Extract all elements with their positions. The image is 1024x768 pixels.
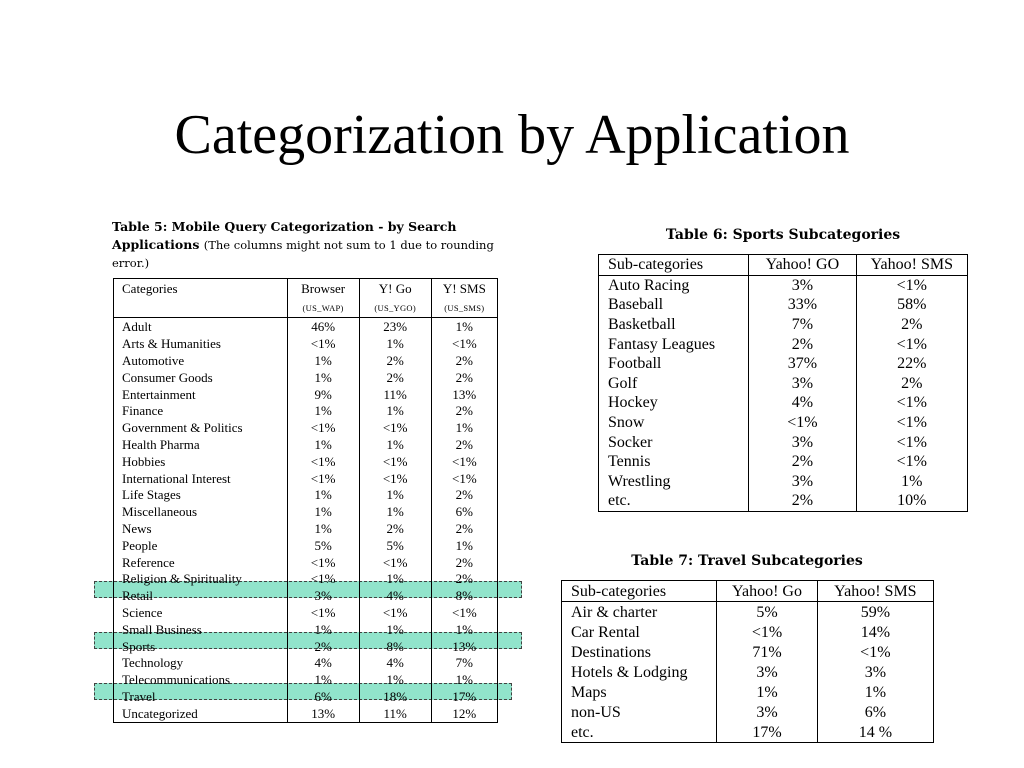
table6-cell: 10%: [897, 492, 927, 510]
table5-row: [114, 672, 498, 689]
table5-cell: Automotive: [114, 353, 288, 370]
table5-row: [114, 318, 498, 336]
table6-cell: 3%: [749, 275, 856, 295]
table5-cell: 11%: [359, 705, 431, 722]
table5-cell: <1%: [287, 470, 359, 487]
table5-cell: <1%: [287, 336, 359, 353]
table5-cell: <1%: [452, 470, 477, 486]
table5-cell: 6%: [287, 689, 359, 706]
table5-cell: News: [114, 521, 288, 538]
table5-cell: Travel: [114, 689, 288, 706]
table5-row: [114, 336, 498, 353]
table5-row: [114, 689, 498, 706]
table5-cell: 2%: [455, 554, 474, 570]
table7-row: [562, 602, 934, 623]
table7-cell: 59%: [860, 603, 891, 621]
table5-cell: 1%: [359, 437, 431, 454]
table5-cell: Science: [114, 605, 288, 622]
table5-header-categories: Categories: [114, 279, 288, 300]
table6-row: [599, 275, 968, 295]
table5-cell: 4%: [359, 655, 431, 672]
table5-caption-title: Table 5: Mobile Query Categorization - by Search Applications: [112, 219, 457, 252]
table7-caption: Table 7: Travel Subcategories: [631, 553, 863, 569]
table5-subheader-empty: [114, 299, 288, 318]
table5-cell: 7%: [455, 655, 474, 671]
table5-cell: 1%: [455, 319, 474, 335]
table7-cell: etc.: [562, 722, 717, 743]
table6-cell: Fantasy Leagues: [599, 334, 749, 354]
table5-cell: 6%: [455, 504, 474, 520]
table7-cell: 3%: [717, 662, 817, 682]
table5-cell: <1%: [287, 420, 359, 437]
table7-travel: [561, 580, 934, 743]
table6-cell: 7%: [749, 315, 856, 335]
table5-cell: <1%: [287, 571, 359, 588]
table7-cell: Hotels & Lodging: [562, 662, 717, 682]
table5-cell: 1%: [455, 420, 474, 436]
table5-cell: 2%: [455, 571, 474, 587]
table5-row: [114, 470, 498, 487]
table7-cell: Car Rental: [562, 622, 717, 642]
table5-cell: 1%: [287, 672, 359, 689]
table5-row: [114, 353, 498, 370]
table5-cell: 2%: [455, 352, 474, 368]
table6-cell: 3%: [749, 432, 856, 452]
table5-caption: [112, 218, 500, 272]
table6-cell: <1%: [896, 276, 927, 294]
table6-cell: <1%: [896, 335, 927, 353]
table5-cell: 2%: [455, 487, 474, 503]
table5-cell: Technology: [114, 655, 288, 672]
table6-row: [599, 472, 968, 492]
table5-cell: 1%: [287, 521, 359, 538]
table7-row: [562, 662, 934, 682]
table5-cell: Small Business: [114, 621, 288, 638]
table6-cell: Socker: [599, 432, 749, 452]
table6-cell: <1%: [896, 433, 927, 451]
table7-cell: 71%: [717, 642, 817, 662]
table5-cell: 13%: [452, 386, 477, 402]
table5-body: [114, 318, 498, 723]
table5-header-ysms: Y! SMS: [442, 281, 486, 296]
table5-cell: Hobbies: [114, 453, 288, 470]
table5-cell: 12%: [452, 705, 477, 721]
table5-row: [114, 369, 498, 386]
table7-cell: Air & charter: [562, 602, 717, 623]
table5-row: [114, 537, 498, 554]
table5-row: [114, 403, 498, 420]
table6-row: [599, 432, 968, 452]
table5-cell: 18%: [359, 689, 431, 706]
table5-cell: 1%: [359, 571, 431, 588]
table7-body: [562, 602, 934, 743]
table5-cell: 2%: [455, 403, 474, 419]
table5-row: [114, 588, 498, 605]
slide-title: Categorization by Application: [174, 104, 850, 166]
table5-cell: <1%: [287, 453, 359, 470]
table7-cell: <1%: [860, 643, 891, 661]
table5-cell: 17%: [452, 688, 477, 704]
table5-cell: <1%: [452, 453, 477, 469]
table5-cell: <1%: [359, 605, 431, 622]
table5-cell: 2%: [359, 521, 431, 538]
table6-header-ysms: Yahoo! SMS: [870, 256, 953, 274]
table7-row: [562, 722, 934, 743]
table6-cell: Auto Racing: [599, 275, 749, 295]
table6-caption: Table 6: Sports Subcategories: [665, 227, 901, 243]
table5-cell: 1%: [455, 537, 474, 553]
table5-cell: Uncategorized: [114, 705, 288, 722]
table6-cell: 3%: [749, 374, 856, 394]
table5-cell: Entertainment: [114, 386, 288, 403]
table5-cell: Telecommunications: [114, 672, 288, 689]
table5-cell: 4%: [287, 655, 359, 672]
table6-cell: Hockey: [599, 393, 749, 413]
table5-cell: 5%: [287, 537, 359, 554]
table7-cell: 3%: [717, 702, 817, 722]
table5-row: [114, 504, 498, 521]
table6-cell: 33%: [749, 295, 856, 315]
table7-cell: 17%: [717, 722, 817, 743]
table6-cell: Tennis: [599, 452, 749, 472]
table5-cell: 1%: [287, 403, 359, 420]
table5-cell: <1%: [287, 554, 359, 571]
table7-header-subcategories: Sub-categories: [562, 581, 717, 602]
table5-cell: Sports: [114, 638, 288, 655]
table5-cell: 1%: [359, 621, 431, 638]
table7-row: [562, 622, 934, 642]
table5-cell: Retail: [114, 588, 288, 605]
table5-cell: 11%: [359, 386, 431, 403]
table5-cell: 3%: [287, 588, 359, 605]
table5-cell: 1%: [287, 437, 359, 454]
table5-row: [114, 487, 498, 504]
table5-header-browser: Browser: [287, 279, 359, 300]
table6-cell: Snow: [599, 413, 749, 433]
table5-cell: 8%: [455, 588, 474, 604]
table7-cell: <1%: [717, 622, 817, 642]
table5-cell: 1%: [287, 353, 359, 370]
table6-cell: etc.: [599, 491, 749, 511]
table5-row: [114, 621, 498, 638]
table5-cell: 1%: [455, 672, 474, 688]
table5-cell: Reference: [114, 554, 288, 571]
table6-cell: 4%: [749, 393, 856, 413]
table5-cell: 1%: [287, 487, 359, 504]
table6-body: [599, 275, 968, 511]
table5-cell: <1%: [359, 453, 431, 470]
table5-cell: 2%: [455, 436, 474, 452]
table5-cell: Religion & Spirituality: [114, 571, 288, 588]
table5-cell: Government & Politics: [114, 420, 288, 437]
table5-row: [114, 605, 498, 622]
table5-cell: 1%: [359, 504, 431, 521]
table6-cell: Football: [599, 354, 749, 374]
table5-cell: People: [114, 537, 288, 554]
table5-cell: 8%: [359, 638, 431, 655]
table6-row: [599, 354, 968, 374]
table5-row: [114, 554, 498, 571]
table5-subheader-us-ygo: (US_YGO): [359, 299, 431, 318]
table6-cell: Baseball: [599, 295, 749, 315]
table5-cell: Arts & Humanities: [114, 336, 288, 353]
table7-cell: 5%: [717, 602, 817, 623]
table6-cell: 2%: [749, 334, 856, 354]
table5-cell: <1%: [287, 605, 359, 622]
table6-cell: 3%: [749, 472, 856, 492]
table5-row: [114, 453, 498, 470]
table7-cell: 1%: [717, 682, 817, 702]
table7-cell: 3%: [864, 663, 887, 681]
table6-cell: Golf: [599, 374, 749, 394]
table5-header-ygo: Y! Go: [359, 279, 431, 300]
table5-cell: 1%: [455, 621, 474, 637]
table6-row: [599, 295, 968, 315]
table5-cell: 13%: [287, 705, 359, 722]
table5-row: [114, 638, 498, 655]
table6-cell: <1%: [896, 394, 927, 412]
table7-cell: non-US: [562, 702, 717, 722]
table5-cell: 5%: [359, 537, 431, 554]
table6-row: [599, 393, 968, 413]
table6-row: [599, 334, 968, 354]
table5-cell: 1%: [359, 403, 431, 420]
table6-row: [599, 315, 968, 335]
table5-caption-note: (The columns might not sum to 1 due to rounding error.): [112, 238, 494, 270]
table7-header-ysms: Yahoo! SMS: [834, 582, 917, 600]
table5-cell: <1%: [452, 336, 477, 352]
table5-cell: <1%: [359, 470, 431, 487]
table7-cell: 14 %: [858, 723, 893, 741]
table5-cell: Life Stages: [114, 487, 288, 504]
table5-cell: 2%: [455, 369, 474, 385]
table5-cell: <1%: [452, 604, 477, 620]
table7-cell: Destinations: [562, 642, 717, 662]
table6-cell: <1%: [896, 453, 927, 471]
table7-header-ygo: Yahoo! Go: [717, 581, 817, 602]
table6-cell: 37%: [749, 354, 856, 374]
table5-cell: 2%: [359, 369, 431, 386]
table6-row: [599, 452, 968, 472]
table5-row: [114, 521, 498, 538]
table5-row: [114, 571, 498, 588]
table6-header-ygo: Yahoo! GO: [749, 255, 856, 276]
table6-cell: <1%: [896, 414, 927, 432]
table5-cell: 13%: [452, 638, 477, 654]
table6-cell: 22%: [897, 355, 927, 373]
table5-cell: 2%: [287, 638, 359, 655]
table5-cell: 2%: [359, 353, 431, 370]
table6-cell: 2%: [901, 374, 923, 392]
table5-cell: 1%: [287, 369, 359, 386]
table6-cell: 2%: [749, 452, 856, 472]
table7-cell: 6%: [864, 703, 887, 721]
table6-row: [599, 491, 968, 511]
table7-cell: 14%: [860, 623, 891, 641]
table5-cell: 1%: [359, 487, 431, 504]
table5-cell: Adult: [114, 318, 288, 336]
table5-cell: Finance: [114, 403, 288, 420]
table5-cell: 4%: [359, 588, 431, 605]
table5-cell: 23%: [359, 318, 431, 336]
table5-cell: 1%: [287, 621, 359, 638]
table6-sports: [598, 254, 968, 512]
table5-cell: Health Pharma: [114, 437, 288, 454]
table5-cell: 1%: [359, 336, 431, 353]
table6-cell: 1%: [901, 472, 923, 490]
table5-row: [114, 705, 498, 722]
table6-cell: 58%: [897, 296, 927, 314]
table5-subheader-us-wap: (US_WAP): [287, 299, 359, 318]
table5-cell: Miscellaneous: [114, 504, 288, 521]
table5-cell: 2%: [455, 520, 474, 536]
table6-cell: Wrestling: [599, 472, 749, 492]
table5-cell: 46%: [287, 318, 359, 336]
table5-row: [114, 420, 498, 437]
table5-cell: Consumer Goods: [114, 369, 288, 386]
table6-cell: 2%: [749, 491, 856, 511]
table6-header-subcategories: Sub-categories: [599, 255, 749, 276]
table6-cell: <1%: [749, 413, 856, 433]
table5-cell: 1%: [359, 672, 431, 689]
table7-row: [562, 702, 934, 722]
table5-row: [114, 655, 498, 672]
table5-row: [114, 437, 498, 454]
table6-row: [599, 374, 968, 394]
table5-cell: <1%: [359, 554, 431, 571]
table7-row: [562, 642, 934, 662]
table6-cell: 2%: [901, 316, 923, 334]
table6-cell: Basketball: [599, 315, 749, 335]
table7-row: [562, 682, 934, 702]
table7-cell: 1%: [864, 683, 887, 701]
table5-row: [114, 386, 498, 403]
table5-cell: 9%: [287, 386, 359, 403]
table5-cell: 1%: [287, 504, 359, 521]
table5-subheader-us-sms: (US_SMS): [444, 303, 485, 313]
table7-cell: Maps: [562, 682, 717, 702]
table6-row: [599, 413, 968, 433]
table5-cell: International Interest: [114, 470, 288, 487]
table5-categorization: [113, 278, 498, 723]
table5-cell: <1%: [359, 420, 431, 437]
